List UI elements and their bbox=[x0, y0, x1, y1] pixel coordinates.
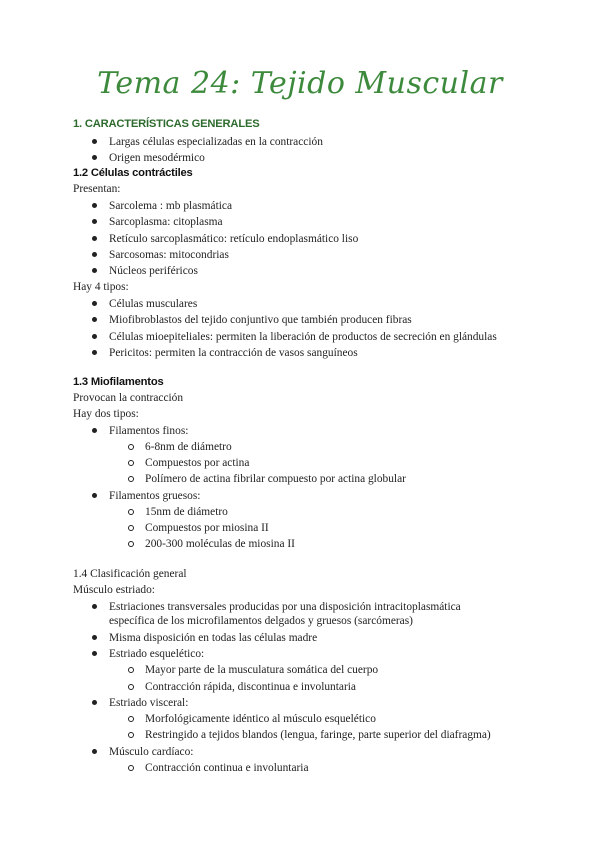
list-item: Sarcolema : mb plasmática bbox=[109, 200, 233, 212]
list-item: Células mioepiteliales: permiten la liberación de productos de secreción en glándulas bbox=[109, 331, 497, 343]
list-item: Estriado esquelético: bbox=[109, 648, 205, 660]
bullet-icon bbox=[92, 155, 97, 160]
sub-list-item: Contracción continua e involuntaria bbox=[145, 762, 309, 774]
paragraph: Provocan la contracción bbox=[73, 392, 184, 404]
sub-list-item: Restringido a tejidos blandos (lengua, faringe, parte superior del diafragma) bbox=[145, 729, 491, 741]
list-item: Núcleos periféricos bbox=[109, 265, 198, 277]
circle-bullet-icon bbox=[128, 509, 134, 515]
bullet-icon bbox=[92, 749, 97, 754]
bullet-icon bbox=[92, 350, 97, 355]
paragraph: Hay dos tipos: bbox=[73, 408, 139, 420]
sub-list-item: 15nm de diámetro bbox=[145, 506, 228, 518]
section-1-2-heading: 1.2 Células contráctiles bbox=[73, 167, 193, 179]
list-item: Sarcoplasma: citoplasma bbox=[109, 216, 223, 228]
circle-bullet-icon bbox=[128, 667, 134, 673]
paragraph: Presentan: bbox=[73, 183, 121, 195]
bullet-icon bbox=[92, 493, 97, 498]
bullet-icon bbox=[92, 334, 97, 339]
list-item: Células musculares bbox=[109, 298, 198, 310]
page-title: Tema 24: Tejido Muscular bbox=[97, 66, 503, 101]
circle-bullet-icon bbox=[128, 684, 134, 690]
bullet-icon bbox=[92, 219, 97, 224]
bullet-icon bbox=[92, 203, 97, 208]
sub-list-item: Compuestos por actina bbox=[145, 457, 250, 469]
list-item-continuation: específica de los microfilamentos delgados y gruesos (sarcómeras) bbox=[109, 615, 413, 627]
list-item: Retículo sarcoplasmático: retículo endoplasmático liso bbox=[109, 233, 359, 245]
circle-bullet-icon bbox=[128, 444, 134, 450]
paragraph: Hay 4 tipos: bbox=[73, 281, 129, 293]
circle-bullet-icon bbox=[128, 525, 134, 531]
circle-bullet-icon bbox=[128, 541, 134, 547]
sub-list-item: Polímero de actina fibrilar compuesto por actina globular bbox=[145, 473, 406, 485]
circle-bullet-icon bbox=[128, 476, 134, 482]
bullet-icon bbox=[92, 236, 97, 241]
list-item: Largas células especializadas en la contracción bbox=[109, 136, 323, 148]
list-item: Filamentos gruesos: bbox=[109, 490, 201, 502]
bullet-icon bbox=[92, 317, 97, 322]
sub-list-item: 6-8nm de diámetro bbox=[145, 441, 232, 453]
list-item: Estriaciones transversales producidas por una disposición intracitoplasmática bbox=[109, 601, 461, 613]
circle-bullet-icon bbox=[128, 732, 134, 738]
list-item: Filamentos finos: bbox=[109, 425, 189, 437]
sub-list-item: Compuestos por miosina II bbox=[145, 522, 269, 534]
list-item: Sarcosomas: mitocondrias bbox=[109, 249, 229, 261]
bullet-icon bbox=[92, 139, 97, 144]
bullet-icon bbox=[92, 268, 97, 273]
list-item: Músculo cardíaco: bbox=[109, 746, 194, 758]
list-item: Misma disposición en todas las células madre bbox=[109, 632, 318, 644]
circle-bullet-icon bbox=[128, 716, 134, 722]
sub-list-item: 200-300 moléculas de miosina II bbox=[145, 538, 295, 550]
bullet-icon bbox=[92, 651, 97, 656]
list-item: Pericitos: permiten la contracción de vasos sanguíneos bbox=[109, 347, 358, 359]
bullet-icon bbox=[92, 700, 97, 705]
bullet-icon bbox=[92, 252, 97, 257]
sub-list-item: Mayor parte de la musculatura somática del cuerpo bbox=[145, 664, 379, 676]
paragraph: Músculo estriado: bbox=[73, 584, 155, 596]
section-1-heading: 1. CARACTERÍSTICAS GENERALES bbox=[73, 118, 260, 130]
bullet-icon bbox=[92, 604, 97, 609]
bullet-icon bbox=[92, 301, 97, 306]
list-item: Miofibroblastos del tejido conjuntivo que también producen fibras bbox=[109, 314, 412, 326]
section-1-3-heading: 1.3 Miofilamentos bbox=[73, 376, 164, 388]
circle-bullet-icon bbox=[128, 765, 134, 771]
circle-bullet-icon bbox=[128, 460, 134, 466]
section-1-4-heading: 1.4 Clasificación general bbox=[73, 568, 187, 580]
list-item: Estriado visceral: bbox=[109, 697, 189, 709]
list-item: Origen mesodérmico bbox=[109, 152, 205, 164]
bullet-icon bbox=[92, 428, 97, 433]
sub-list-item: Morfológicamente idéntico al músculo esquelético bbox=[145, 713, 376, 725]
bullet-icon bbox=[92, 635, 97, 640]
sub-list-item: Contracción rápida, discontinua e involuntaria bbox=[145, 681, 356, 693]
